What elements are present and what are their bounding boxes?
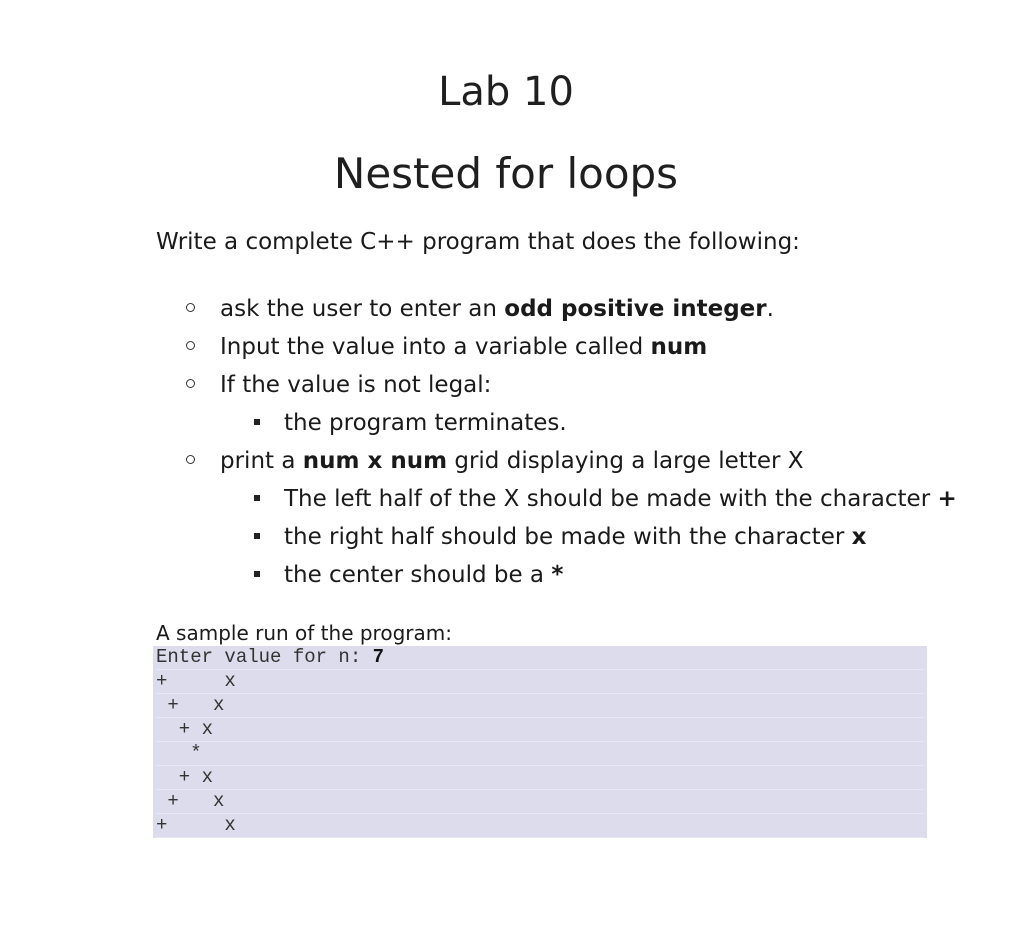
step-text: print a bbox=[220, 448, 303, 474]
square-bullet-icon bbox=[254, 571, 260, 577]
step-text-end: . bbox=[766, 296, 774, 322]
substep-group-grid bbox=[156, 480, 956, 594]
substep-center bbox=[156, 556, 956, 594]
circle-bullet-icon bbox=[186, 455, 195, 464]
output-line: + x bbox=[156, 790, 924, 814]
substep-right-half bbox=[156, 518, 956, 556]
prompt-line bbox=[156, 646, 924, 670]
substep-left-half bbox=[156, 480, 956, 518]
substep-bold: + bbox=[937, 486, 957, 512]
square-bullet-icon bbox=[254, 495, 260, 501]
step-text-end: grid displaying a large letter X bbox=[447, 448, 804, 474]
output-line: + x bbox=[156, 670, 924, 694]
square-bullet-icon bbox=[254, 533, 260, 539]
input-value: 7 bbox=[372, 646, 385, 668]
step-print-grid bbox=[156, 442, 956, 480]
lab-title: Lab 10 bbox=[438, 69, 574, 115]
substep-bold: x bbox=[851, 524, 867, 550]
requirements-list bbox=[156, 290, 956, 594]
sample-output-block bbox=[153, 646, 927, 838]
square-bullet-icon bbox=[254, 419, 260, 425]
substeps-list bbox=[156, 480, 956, 594]
circle-bullet-icon bbox=[186, 341, 195, 350]
substep-group-illegal bbox=[156, 404, 956, 442]
substeps-list bbox=[156, 404, 956, 442]
step-text: ask the user to enter an bbox=[220, 296, 505, 322]
output-line: * bbox=[156, 742, 924, 766]
step-bold: odd positive integer bbox=[504, 296, 767, 322]
step-not-legal bbox=[156, 366, 956, 404]
step-input-value bbox=[156, 328, 956, 366]
substep-bold: * bbox=[551, 562, 564, 588]
lab-topic: Nested for loops bbox=[333, 149, 679, 198]
substep-terminates bbox=[156, 404, 956, 442]
step-bold: num bbox=[650, 334, 708, 360]
output-line: + x bbox=[156, 814, 924, 838]
output-line: + x bbox=[156, 766, 924, 790]
step-bold: num x num bbox=[302, 448, 448, 474]
step-text: If the value is not legal: bbox=[220, 372, 492, 398]
circle-bullet-icon bbox=[186, 303, 195, 312]
intro-text: Write a complete C++ program that does the following: bbox=[156, 229, 800, 255]
substep-text: the right half should be made with the character bbox=[284, 524, 852, 550]
output-line: + x bbox=[156, 694, 924, 718]
substep-text: the program terminates. bbox=[284, 410, 567, 436]
circle-bullet-icon bbox=[186, 379, 195, 388]
step-ask-user bbox=[156, 290, 956, 328]
substep-text: The left half of the X should be made with the character bbox=[284, 486, 938, 512]
substep-text: the center should be a bbox=[284, 562, 552, 588]
step-text: Input the value into a variable called bbox=[220, 334, 651, 360]
output-line: + x bbox=[156, 718, 924, 742]
prompt-text: Enter value for n: bbox=[156, 646, 373, 668]
sample-run-label: A sample run of the program: bbox=[156, 621, 452, 645]
